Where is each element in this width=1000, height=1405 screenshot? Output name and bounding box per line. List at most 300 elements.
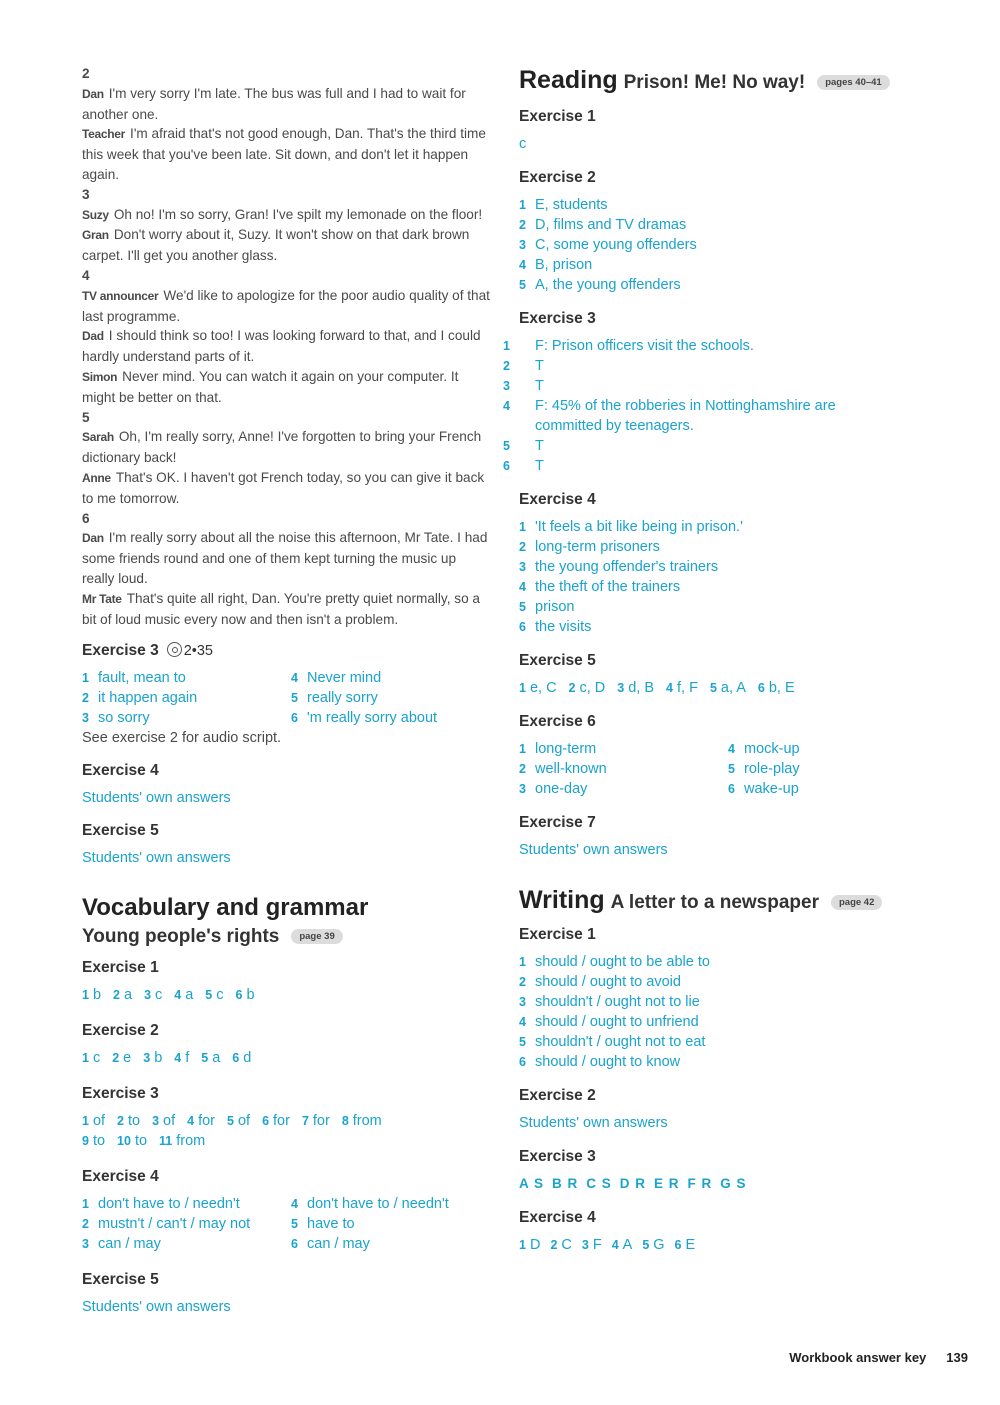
vocab-exercise-4-title: Exercise 4 xyxy=(82,1168,159,1186)
writing-exercise-2-answer: Students' own answers xyxy=(519,1115,668,1131)
dialogue-line xyxy=(82,124,490,184)
speaker-name: Dan xyxy=(82,531,104,546)
item-number: 2 xyxy=(503,359,510,373)
item-answer: F: 45% of the robberies in Nottinghamshire are committed by teenagers. xyxy=(535,398,836,434)
dialogue-line xyxy=(82,589,490,630)
inline-item xyxy=(617,680,654,696)
item-answer: for xyxy=(198,1113,216,1130)
list-item xyxy=(291,1194,491,1214)
writing-exercise-4-title: Exercise 4 xyxy=(519,1209,596,1226)
item-number: 1 xyxy=(519,198,526,212)
item-answer: to xyxy=(128,1113,141,1130)
inline-item xyxy=(117,1133,147,1149)
dialogue-line xyxy=(82,84,490,125)
item-answer: d, B xyxy=(628,680,655,696)
dialogue-line xyxy=(82,225,490,266)
audio-transcript xyxy=(82,64,490,629)
item-number: 5 xyxy=(291,1217,298,1232)
audio-track-ref: 2•35 xyxy=(183,643,213,660)
speaker-name: Anne xyxy=(82,470,111,485)
section-title: Writing xyxy=(519,886,605,914)
letter-pair: A S xyxy=(519,1176,545,1191)
vocab-exercise-2-answers xyxy=(82,1048,490,1068)
item-number: 5 xyxy=(201,1051,209,1066)
item-number: 2 xyxy=(82,691,89,706)
inline-item xyxy=(236,987,255,1003)
reading-exercise-4-title: Exercise 4 xyxy=(519,491,596,508)
inline-item xyxy=(174,987,193,1003)
item-number: 6 xyxy=(503,459,510,473)
list-item xyxy=(291,1214,491,1234)
item-number: 4 xyxy=(174,988,182,1003)
item-answer: from xyxy=(176,1133,206,1150)
item-answer: really sorry xyxy=(307,690,378,707)
dialogue-number: 6 xyxy=(82,510,90,526)
inline-item xyxy=(569,680,606,696)
item-number: 4 xyxy=(666,681,673,695)
item-answer: for xyxy=(312,1113,330,1130)
item-answer: A, the young offenders xyxy=(535,277,681,293)
item-answer: 'm really sorry about xyxy=(307,710,438,727)
list-item xyxy=(503,336,879,356)
item-number: 2 xyxy=(519,540,526,554)
list-item xyxy=(519,537,939,557)
item-number: 5 xyxy=(227,1114,234,1129)
item-answer: of xyxy=(163,1113,176,1130)
exercise-3-note: See exercise 2 for audio script. xyxy=(82,730,282,747)
item-answer: E, students xyxy=(535,197,608,213)
item-number: 3 xyxy=(144,988,152,1003)
item-number: 1 xyxy=(519,1238,526,1252)
list-item xyxy=(503,396,879,436)
inline-item xyxy=(758,680,795,696)
list-item xyxy=(519,597,939,617)
inline-item xyxy=(82,1133,105,1149)
dialogue-text: Oh no! I'm so sorry, Gran! I've spilt my lemonade on the floor! xyxy=(113,206,483,222)
item-number: 4 xyxy=(291,1197,298,1212)
letter-pair: E R xyxy=(654,1176,680,1191)
inline-item xyxy=(144,987,162,1003)
item-number: 3 xyxy=(503,379,510,393)
vocab-exercise-1-answers xyxy=(82,985,490,1005)
section-subtitle: A letter to a newspaper xyxy=(610,892,819,913)
item-number: 5 xyxy=(519,1035,526,1049)
inline-item xyxy=(159,1133,205,1149)
dialogue-number: 4 xyxy=(82,267,90,283)
item-number: 3 xyxy=(519,782,526,796)
item-number: 1 xyxy=(519,742,526,756)
answer-column xyxy=(291,1194,491,1254)
item-number: 6 xyxy=(757,681,765,695)
vocab-exercise-2-title: Exercise 2 xyxy=(82,1022,159,1040)
speaker-name: Teacher xyxy=(82,127,126,142)
inline-item xyxy=(642,1237,664,1253)
list-item xyxy=(519,275,939,295)
item-number: 1 xyxy=(82,1197,89,1212)
item-answer: T xyxy=(535,458,544,474)
item-answer: F: Prison officers visit the schools. xyxy=(535,338,754,354)
inline-item xyxy=(117,1113,140,1129)
vocab-exercise-3-answers-row2 xyxy=(82,1131,490,1151)
inline-item xyxy=(227,1113,250,1129)
speaker-name: Gran xyxy=(82,228,109,243)
list-item xyxy=(519,739,728,759)
item-number: 2 xyxy=(117,1114,124,1129)
item-answer: should / ought to be able to xyxy=(535,954,710,970)
inline-item xyxy=(205,987,223,1003)
list-item xyxy=(519,617,939,637)
writing-exercise-3-answers xyxy=(519,1174,939,1194)
speaker-name: Sarah xyxy=(82,430,114,445)
list-item xyxy=(82,1194,291,1214)
dialogue-text: I'm very sorry I'm late. The bus was full and I had to wait for another one. xyxy=(82,85,466,122)
speaker-name: Dad xyxy=(82,329,104,344)
inline-item xyxy=(152,1113,175,1129)
item-number: 6 xyxy=(674,1238,682,1252)
item-number: 6 xyxy=(235,988,243,1003)
item-answer: a, A xyxy=(720,680,746,696)
reading-section-header xyxy=(519,66,939,95)
item-answer: it happen again xyxy=(98,690,198,707)
item-number: 7 xyxy=(301,1114,309,1129)
inline-item xyxy=(519,1237,540,1253)
exercise-3-title: Exercise 3 xyxy=(82,642,159,660)
answer-column xyxy=(519,739,728,799)
item-number: 6 xyxy=(291,711,298,726)
item-number: 4 xyxy=(519,1015,526,1029)
dialogue-text: I'm really sorry about all the noise this afternoon, Mr Tate. I had some friends round and one of them kept turning the music up really loud. xyxy=(82,530,488,586)
dialogue-number: 3 xyxy=(82,186,90,202)
list-item xyxy=(519,195,939,215)
item-number: 4 xyxy=(519,580,526,594)
vocab-exercise-3-title: Exercise 3 xyxy=(82,1085,159,1103)
item-answer: f, F xyxy=(676,680,698,696)
letter-pair: D R xyxy=(619,1176,647,1191)
inline-item xyxy=(666,680,698,696)
dialogue-line xyxy=(82,468,490,509)
item-number: 5 xyxy=(503,439,510,453)
dialogue-line xyxy=(82,286,490,327)
item-number: 5 xyxy=(642,1238,650,1252)
inline-item xyxy=(112,1050,131,1066)
item-number: 5 xyxy=(291,691,298,706)
page-ref-badge: page 42 xyxy=(831,895,882,910)
dialogue-number: 5 xyxy=(82,409,90,425)
item-answer: the theft of the trainers xyxy=(535,579,681,595)
item-answer: c xyxy=(92,1050,101,1067)
item-answer: shouldn't / ought not to lie xyxy=(535,994,700,1010)
item-answer: f xyxy=(185,1050,190,1067)
dialogue-text: That's quite all right, Dan. You're pretty quiet normally, so a bit of loud music every now and then isn't a problem. xyxy=(82,590,480,627)
item-number: 3 xyxy=(82,711,89,726)
item-answer: one-day xyxy=(535,781,588,797)
right-column xyxy=(503,66,939,1255)
list-item xyxy=(519,577,939,597)
item-number: 10 xyxy=(117,1134,131,1149)
inline-item xyxy=(550,1237,571,1253)
list-item xyxy=(291,708,491,728)
item-number: 2 xyxy=(550,1238,558,1252)
reading-exercise-7-answer: Students' own answers xyxy=(519,842,668,858)
inline-item xyxy=(675,1237,696,1253)
letter-pair: B R xyxy=(552,1176,579,1191)
item-answer: c xyxy=(216,987,224,1004)
inline-item xyxy=(143,1050,162,1066)
item-answer: a xyxy=(185,987,194,1004)
item-answer: A xyxy=(622,1237,633,1253)
item-answer: of xyxy=(237,1113,251,1130)
item-answer: C xyxy=(561,1237,572,1253)
inline-item xyxy=(612,1237,633,1253)
item-answer: long-term prisoners xyxy=(535,539,660,555)
item-answer: e, C xyxy=(529,680,557,696)
speaker-name: TV announcer xyxy=(82,288,159,303)
item-answer: mock-up xyxy=(744,741,800,757)
item-answer: E xyxy=(685,1237,696,1253)
reading-exercise-4-answers xyxy=(519,517,939,637)
item-number: 4 xyxy=(187,1114,195,1129)
reading-exercise-3-answers xyxy=(503,336,879,476)
reading-exercise-6-answers xyxy=(519,739,939,799)
vocab-exercise-3-answers-row1 xyxy=(82,1111,490,1131)
item-answer: Never mind xyxy=(307,670,382,687)
inline-item xyxy=(262,1113,290,1129)
reading-exercise-3-title: Exercise 3 xyxy=(519,310,596,327)
item-number: 6 xyxy=(728,782,735,796)
list-item xyxy=(82,1234,291,1254)
item-number: 1 xyxy=(519,681,526,695)
list-item xyxy=(728,759,928,779)
item-number: 5 xyxy=(709,681,717,695)
item-number: 4 xyxy=(519,258,526,272)
item-number: 1 xyxy=(82,671,89,686)
list-item xyxy=(519,255,939,275)
item-number: 5 xyxy=(519,600,526,614)
section-title: Vocabulary and grammar xyxy=(82,894,369,922)
item-answer: a xyxy=(123,987,133,1004)
inline-item xyxy=(201,1050,220,1066)
inline-item xyxy=(82,1113,105,1129)
item-number: 2 xyxy=(82,1217,89,1232)
item-answer: e xyxy=(123,1050,132,1067)
dialogue-text: Never mind. You can watch it again on your computer. It might be better on that. xyxy=(82,368,459,405)
footer-label: Workbook answer key xyxy=(789,1350,927,1365)
item-answer: can / may xyxy=(307,1236,370,1253)
item-answer: d xyxy=(243,1050,252,1067)
list-item xyxy=(519,779,728,799)
inline-item xyxy=(582,1237,602,1253)
vocab-exercise-1-title: Exercise 1 xyxy=(82,959,159,977)
item-answer: b, E xyxy=(768,680,795,696)
list-item xyxy=(519,215,939,235)
item-answer: long-term xyxy=(535,741,597,757)
item-answer: for xyxy=(273,1113,290,1130)
list-item xyxy=(519,1012,939,1032)
list-item xyxy=(519,992,939,1012)
item-answer: mustn't / can't / may not xyxy=(98,1216,251,1233)
dialogue-text: Oh, I'm really sorry, Anne! I've forgotten to bring your French dictionary back! xyxy=(82,429,482,466)
inline-item xyxy=(113,987,132,1003)
inline-item xyxy=(82,987,101,1003)
inline-item xyxy=(710,680,746,696)
dialogue-text: I'm afraid that's not good enough, Dan. That's the third time this week that you've been late. Sit down, and don't let it happen again. xyxy=(82,126,486,182)
writing-exercise-4-answers xyxy=(519,1235,939,1255)
item-answer: prison xyxy=(535,599,575,615)
item-number: 6 xyxy=(262,1114,270,1129)
item-answer: a xyxy=(212,1050,221,1067)
item-number: 2 xyxy=(519,975,526,989)
item-number: 6 xyxy=(232,1051,240,1066)
dialogue-line xyxy=(82,427,490,468)
item-answer: can / may xyxy=(98,1236,161,1253)
list-item xyxy=(519,1032,939,1052)
reading-exercise-2-title: Exercise 2 xyxy=(519,169,596,186)
item-answer: wake-up xyxy=(744,781,799,797)
item-number: 4 xyxy=(291,671,298,686)
item-number: 8 xyxy=(341,1114,349,1129)
list-item xyxy=(519,557,939,577)
exercise-3-heading xyxy=(82,641,490,661)
list-item xyxy=(82,688,291,708)
item-number: 4 xyxy=(611,1238,619,1252)
list-item xyxy=(519,952,939,972)
inline-item xyxy=(519,680,557,696)
item-number: 2 xyxy=(568,681,576,695)
inline-item xyxy=(174,1050,189,1066)
item-answer: to xyxy=(92,1133,106,1150)
reading-exercise-2-answers xyxy=(519,195,939,295)
item-answer: T xyxy=(535,358,544,374)
inline-item xyxy=(82,1050,100,1066)
answer-column xyxy=(728,739,928,799)
item-number: 2 xyxy=(519,218,526,232)
item-answer: b xyxy=(92,987,102,1004)
item-answer: c xyxy=(155,987,163,1004)
speaker-name: Simon xyxy=(82,369,118,384)
item-answer: T xyxy=(535,378,544,394)
letter-pair: F R xyxy=(687,1176,713,1191)
dialogue-text: Don't worry about it, Suzy. It won't show on that dark brown carpet. I'll get you another glass. xyxy=(82,227,470,264)
item-answer: T xyxy=(535,438,544,454)
inline-item xyxy=(187,1113,215,1129)
item-answer: the visits xyxy=(535,619,592,635)
list-item xyxy=(519,759,728,779)
page-ref-badge: pages 40–41 xyxy=(817,75,890,90)
dialogue-line xyxy=(82,326,490,367)
writing-exercise-3-title: Exercise 3 xyxy=(519,1148,596,1165)
item-number: 5 xyxy=(205,988,213,1003)
reading-exercise-5-title: Exercise 5 xyxy=(519,652,596,669)
inline-item xyxy=(232,1050,251,1066)
item-number: 3 xyxy=(617,681,625,695)
list-item xyxy=(291,1234,491,1254)
item-answer: b xyxy=(246,987,255,1004)
list-item xyxy=(519,972,939,992)
answer-column xyxy=(291,668,491,728)
list-item xyxy=(291,668,491,688)
list-item xyxy=(503,376,879,396)
item-number: 3 xyxy=(82,1237,89,1252)
item-answer: should / ought to avoid xyxy=(535,974,681,990)
dialogue-text: I should think so too! I was looking forward to that, and I could hardly understand parts of it. xyxy=(82,328,481,365)
list-item xyxy=(519,517,939,537)
list-item xyxy=(503,356,879,376)
item-number: 1 xyxy=(82,1051,89,1066)
item-number: 3 xyxy=(581,1238,589,1252)
writing-exercise-1-answers xyxy=(519,952,939,1072)
item-number: 9 xyxy=(82,1134,89,1149)
section-subtitle: Young people's rights xyxy=(82,926,280,948)
dialogue-line xyxy=(82,205,490,226)
item-answer: F xyxy=(592,1237,602,1253)
list-item xyxy=(728,739,928,759)
page-number: 139 xyxy=(946,1350,968,1365)
item-number: 5 xyxy=(519,278,526,292)
exercise-5-title: Exercise 5 xyxy=(82,822,159,840)
vocab-exercise-5-title: Exercise 5 xyxy=(82,1271,159,1289)
item-number: 1 xyxy=(82,988,89,1003)
item-answer: B, prison xyxy=(535,257,593,273)
item-number: 4 xyxy=(174,1051,182,1066)
item-answer: don't have to / needn't xyxy=(98,1196,240,1213)
item-answer: role-play xyxy=(744,761,800,777)
item-answer: D xyxy=(529,1237,541,1253)
exercise-5-answer: Students' own answers xyxy=(82,850,231,867)
inline-item xyxy=(302,1113,330,1129)
writing-exercise-2-title: Exercise 2 xyxy=(519,1087,596,1104)
item-answer: G xyxy=(653,1237,665,1253)
item-number: 4 xyxy=(728,742,735,756)
item-answer: C, some young offenders xyxy=(535,237,697,253)
inline-item xyxy=(342,1113,382,1129)
item-answer: D, films and TV dramas xyxy=(535,217,687,233)
exercise-3-answers xyxy=(82,668,490,728)
item-number: 3 xyxy=(519,560,526,574)
item-number: 1 xyxy=(519,955,526,969)
item-number: 1 xyxy=(503,339,510,353)
page-ref-badge: page 39 xyxy=(291,929,342,944)
dialogue-line xyxy=(82,367,490,408)
answer-column xyxy=(82,668,291,728)
writing-exercise-1-title: Exercise 1 xyxy=(519,926,596,943)
item-number: 3 xyxy=(519,238,526,252)
dialogue-number: 2 xyxy=(82,66,90,81)
item-answer: 'It feels a bit like being in prison.' xyxy=(535,519,743,535)
item-number: 2 xyxy=(112,1051,120,1066)
reading-exercise-7-title: Exercise 7 xyxy=(519,814,596,831)
item-answer: should / ought to unfriend xyxy=(535,1014,699,1030)
item-number: 6 xyxy=(519,620,526,634)
letter-pair: C S xyxy=(586,1176,612,1191)
vocabulary-section-header xyxy=(82,894,490,922)
section-subtitle: Prison! Me! No way! xyxy=(623,72,806,93)
item-number: 4 xyxy=(503,399,510,413)
list-item xyxy=(82,708,291,728)
item-number: 3 xyxy=(519,995,526,1009)
item-number: 11 xyxy=(159,1134,173,1149)
reading-exercise-1-title: Exercise 1 xyxy=(519,108,596,125)
exercise-4-title: Exercise 4 xyxy=(82,762,159,780)
letter-pair: G S xyxy=(720,1176,747,1191)
item-number: 2 xyxy=(113,988,120,1003)
list-item xyxy=(82,1214,291,1234)
reading-exercise-6-title: Exercise 6 xyxy=(519,713,596,730)
audio-cd-icon xyxy=(167,642,182,657)
list-item xyxy=(503,456,879,476)
item-answer: well-known xyxy=(535,761,607,777)
reading-exercise-1-answer: c xyxy=(519,136,527,152)
exercise-4-answer: Students' own answers xyxy=(82,790,231,807)
